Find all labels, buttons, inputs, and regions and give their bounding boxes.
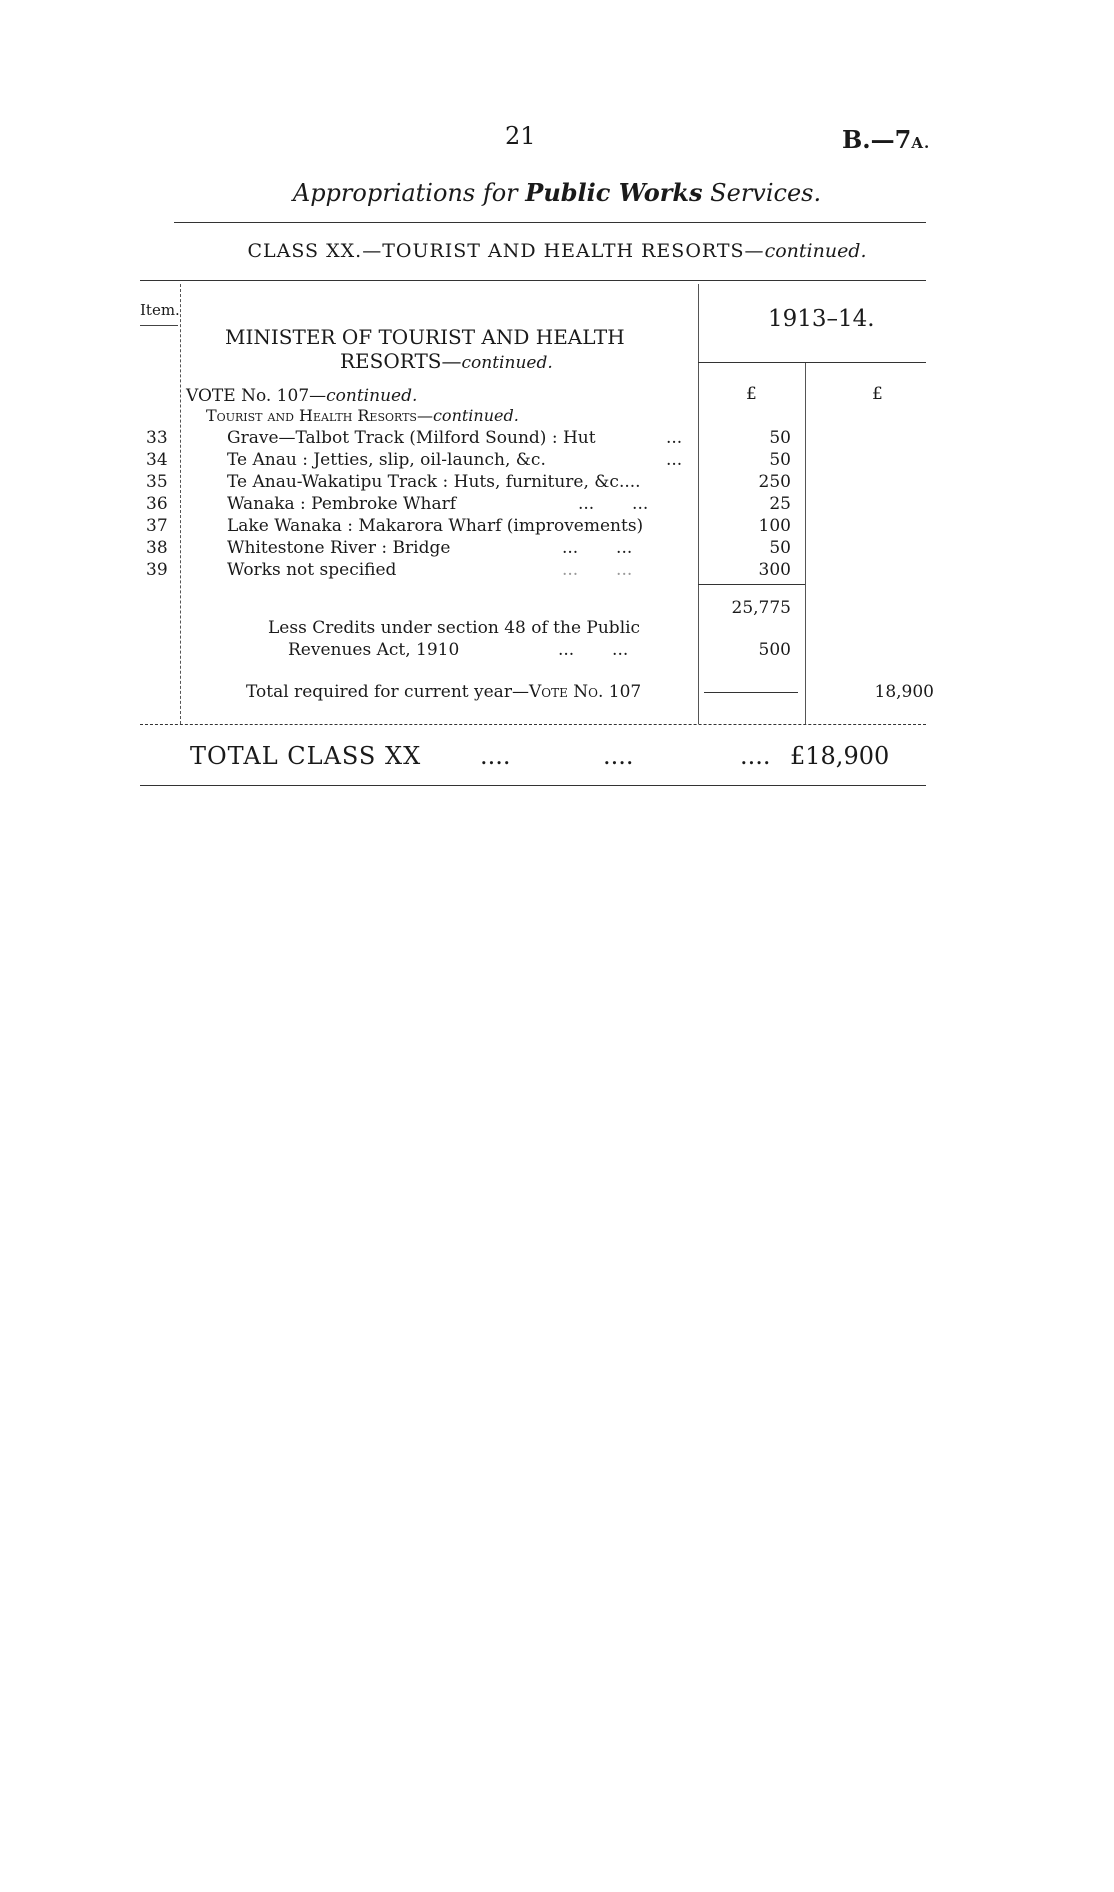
title-post: Services.: [702, 179, 822, 207]
item-description: Lake Wanaka : Makarora Wharf (improvements): [227, 516, 644, 536]
total-required-amount: 18,900: [874, 682, 934, 702]
reference-main: B.—7: [842, 125, 912, 154]
item-dots: ... ...: [578, 494, 649, 514]
item-amount: 25: [769, 494, 791, 514]
item-dots: ...: [666, 450, 683, 470]
subtotal-amount: 25,775: [731, 598, 791, 618]
total-class-amount: £18,900: [790, 742, 890, 770]
section-suffix: continued.: [432, 406, 519, 425]
total-required-label: [246, 682, 641, 702]
item-description: Grave—Talbot Track (Milford Sound) : Hut: [227, 428, 596, 448]
item-number: 36: [146, 494, 168, 514]
item-dots: ... ...: [562, 538, 633, 558]
item-description: Te Anau-Wakatipu Track : Huts, furniture, &c....: [227, 472, 641, 492]
minister-heading: MINISTER OF TOURIST AND HEALTH: [225, 325, 625, 349]
total-class-dots: ....: [480, 742, 511, 770]
class-heading-suffix: continued.: [764, 240, 867, 262]
pound-sign-left: £: [746, 384, 757, 404]
class-heading: [0, 240, 1114, 262]
pound-sign-right: £: [872, 384, 883, 404]
item-description: Wanaka : Pembroke Wharf: [227, 494, 457, 514]
rule-subtotal: [698, 584, 805, 585]
reference-suffix: A.: [911, 134, 931, 152]
table-row: [0, 428, 1114, 450]
table-row: [0, 494, 1114, 516]
item-dash: [140, 325, 178, 326]
rule-year-under: [698, 362, 926, 363]
total-required-text: Total required for current year—: [246, 682, 529, 702]
vote-main: VOTE No. 107—: [186, 386, 327, 406]
item-number: 33: [146, 428, 168, 448]
year-heading: 1913–14.: [768, 306, 875, 332]
total-class-dots: ....: [740, 742, 771, 770]
rule-table-top: [140, 280, 926, 281]
table-row: [0, 560, 1114, 582]
total-required-vote: Vote No. 107: [528, 682, 642, 702]
section-main: Tourist and Health Resorts—: [206, 406, 433, 425]
rule-final: [140, 785, 926, 786]
title-pre: Appropriations for: [292, 179, 526, 207]
item-number: 35: [146, 472, 168, 492]
item-description: Whitestone River : Bridge: [227, 538, 451, 558]
page-title: [0, 178, 1114, 207]
section-label: [206, 406, 519, 425]
vote-suffix: continued.: [326, 386, 418, 406]
item-description: Te Anau : Jetties, slip, oil-launch, &c.: [227, 450, 546, 470]
item-amount: 300: [758, 560, 791, 580]
minister-heading-continued: [340, 349, 553, 373]
table-row: [0, 450, 1114, 472]
total-class-label: TOTAL CLASS XX: [190, 742, 422, 770]
item-description: Works not specified: [227, 560, 397, 580]
page-number: 21: [505, 122, 536, 150]
rule-total-dash: [704, 692, 798, 693]
item-number: 39: [146, 560, 168, 580]
minister-suffix: continued.: [461, 353, 553, 373]
item-dots: ...: [666, 428, 683, 448]
class-heading-main: CLASS XX.—TOURIST AND HEALTH RESORTS—: [247, 240, 765, 262]
rule-top: [174, 222, 926, 223]
item-label: Item.: [140, 301, 180, 319]
item-amount: 50: [769, 450, 791, 470]
table-row: [0, 472, 1114, 494]
rule-table-bottom: [140, 724, 926, 725]
title-public: Public Works: [525, 178, 703, 207]
total-class-dots: ....: [603, 742, 634, 770]
item-amount: 100: [758, 516, 791, 536]
less-credits-dots: ... ...: [558, 640, 629, 660]
less-credits-line1: Less Credits under section 48 of the Public: [268, 618, 641, 638]
item-dots: ... ...: [562, 560, 633, 580]
vote-label: [186, 386, 417, 406]
less-credits-line2: Revenues Act, 1910: [288, 640, 460, 660]
document-reference: [842, 125, 930, 154]
item-number: 38: [146, 538, 168, 558]
table-row: [0, 538, 1114, 560]
item-amount: 250: [758, 472, 791, 492]
table-row: [0, 516, 1114, 538]
item-amount: 50: [769, 428, 791, 448]
item-amount: 50: [769, 538, 791, 558]
minister-line2: RESORTS—: [340, 349, 462, 373]
item-number: 37: [146, 516, 168, 536]
item-number: 34: [146, 450, 168, 470]
less-credits-amount: 500: [758, 640, 791, 660]
